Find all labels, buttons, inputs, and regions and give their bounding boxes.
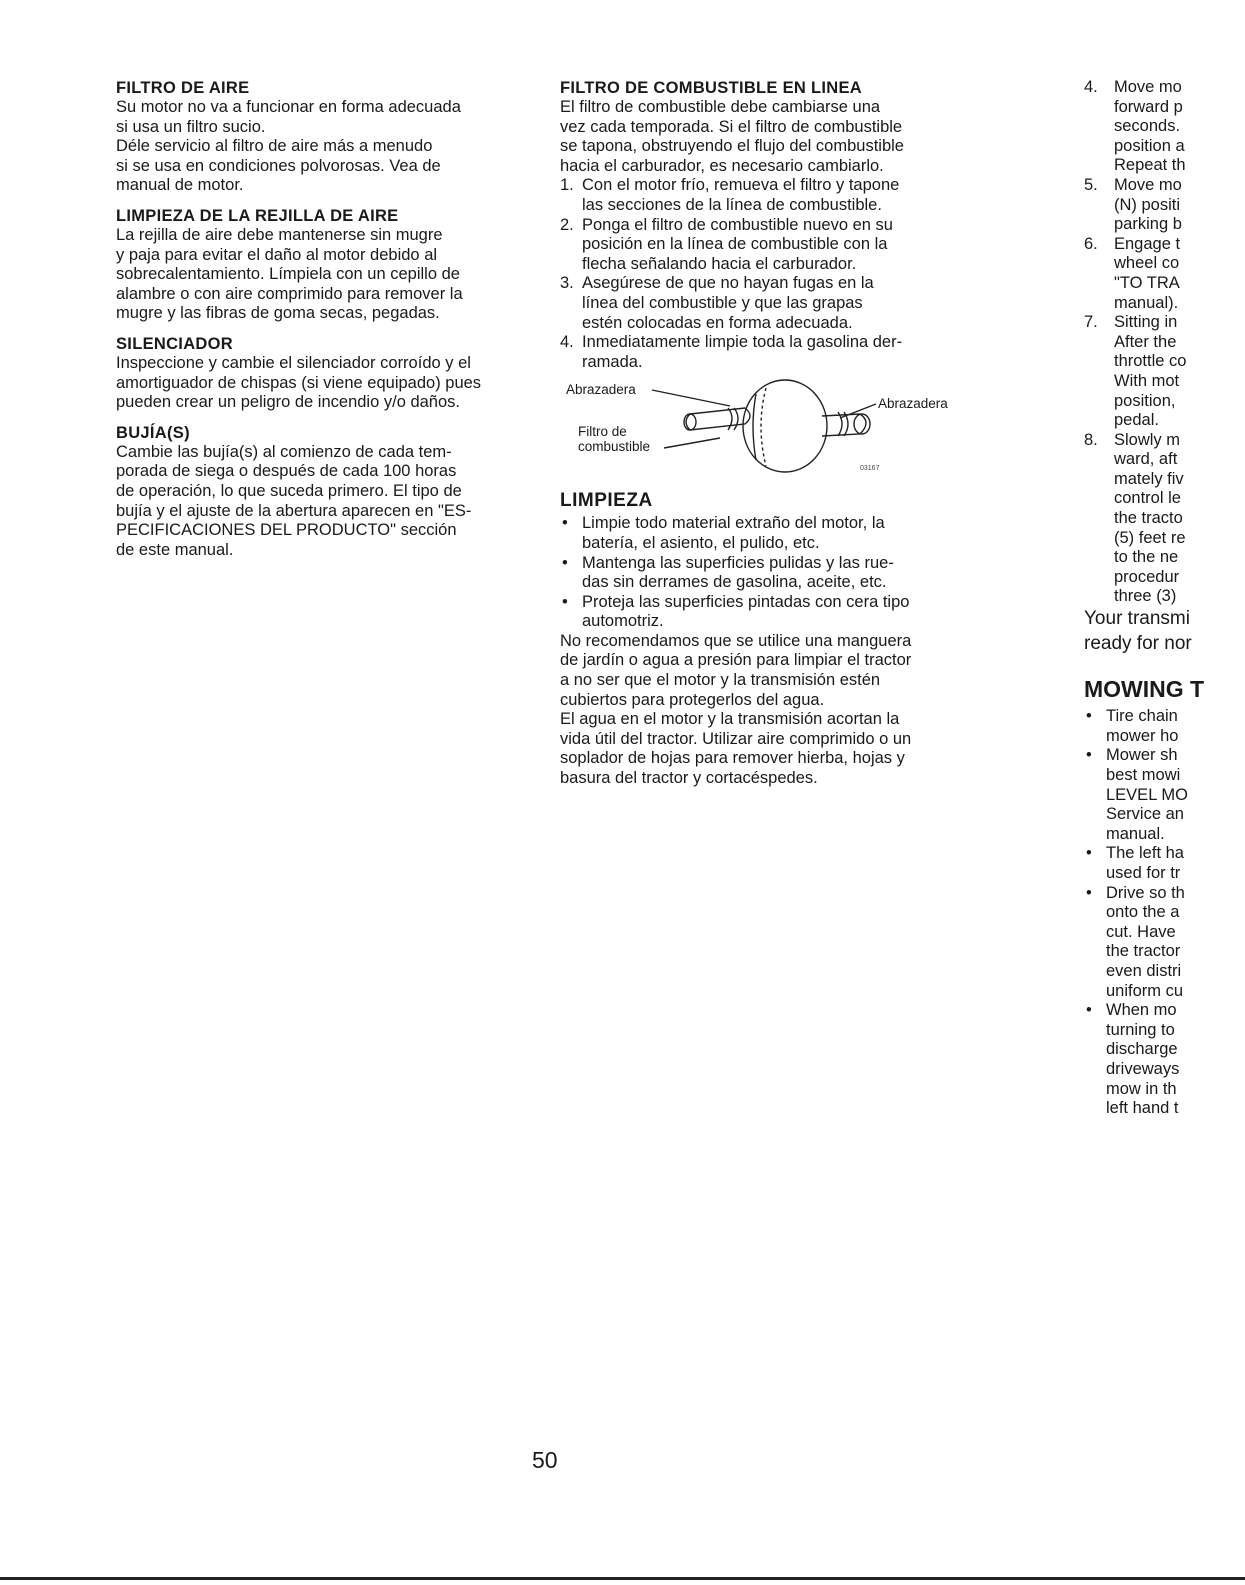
cleaning-bullets bbox=[560, 514, 990, 632]
fuel-filter-illustration bbox=[560, 378, 980, 478]
text-line: (5) feet re bbox=[1114, 528, 1186, 547]
list-item bbox=[560, 274, 990, 333]
text-line: Tire chain bbox=[1106, 707, 1178, 726]
text-line: batería, el asiento, el pulido, etc. bbox=[582, 533, 820, 552]
text-line: manual. bbox=[1106, 824, 1165, 843]
english-steps bbox=[1084, 78, 1245, 607]
section-heading: BUJÍA(S) bbox=[116, 423, 190, 442]
text-line: When mo bbox=[1106, 1001, 1177, 1020]
step-number: 3. bbox=[560, 274, 574, 293]
text-line: cubiertos para protegerlos del agua. bbox=[560, 690, 825, 709]
text-line: vez cada temporada. Si el filtro de combustible bbox=[560, 117, 903, 136]
text-line: Repeat th bbox=[1114, 156, 1186, 175]
text-line: Drive so th bbox=[1106, 883, 1185, 902]
text-line: Proteja las superficies pintadas con cera tipo bbox=[582, 592, 910, 611]
text-line: manual). bbox=[1114, 293, 1179, 312]
text-line: PECIFICACIONES DEL PRODUCTO" sección bbox=[116, 521, 457, 540]
text-line: si se usa en condiciones polvorosas. Vea de bbox=[116, 156, 441, 175]
text-line: a no ser que el motor y la transmisión estén bbox=[560, 671, 881, 690]
section-limpieza-rejilla bbox=[116, 206, 536, 324]
text-line: cut. Have bbox=[1106, 922, 1176, 941]
text-line: Con el motor frío, remueva el filtro y tapone bbox=[582, 176, 900, 195]
text-line: LEVEL MO bbox=[1106, 785, 1188, 804]
section-filtro-de-aire bbox=[116, 78, 536, 196]
text-line: Cambie las bujía(s) al comienzo de cada tem- bbox=[116, 442, 452, 461]
text-line: control le bbox=[1114, 489, 1181, 508]
text-line: "TO TRA bbox=[1114, 273, 1180, 292]
text-line: se tapona, obstruyendo el flujo del combustible bbox=[560, 137, 904, 156]
text-line: the tractor bbox=[1106, 942, 1181, 961]
list-item bbox=[560, 216, 990, 275]
text-line: ready for nor bbox=[1084, 632, 1192, 654]
text-line: best mowi bbox=[1106, 766, 1181, 784]
text-line: Inspeccione y cambie el silenciador corroído y el bbox=[116, 353, 471, 372]
step-number: 7. bbox=[1084, 313, 1098, 332]
text-line: Move mo bbox=[1114, 175, 1182, 194]
text-line: wheel co bbox=[1114, 254, 1180, 273]
list-item bbox=[1084, 707, 1245, 746]
text-line: si usa un filtro sucio. bbox=[116, 117, 266, 136]
text-line: vida útil del tractor. Utilizar aire comprimido o un bbox=[560, 729, 912, 748]
text-line: de operación, lo que suceda primero. El tipo de bbox=[116, 481, 462, 500]
text-line: even distri bbox=[1106, 961, 1182, 980]
section-heading: FILTRO DE COMBUSTIBLE EN LINEA bbox=[560, 79, 863, 97]
text-line: Your transmi bbox=[1084, 608, 1190, 630]
step-number: 2. bbox=[560, 215, 574, 234]
bullet: • bbox=[562, 592, 568, 611]
column-middle bbox=[560, 78, 990, 789]
text-line: Move mo bbox=[1114, 78, 1182, 96]
fuel-filter-diagram bbox=[560, 378, 980, 478]
text-line: bujía y el ajuste de la abertura aparecen en "ES- bbox=[116, 501, 472, 520]
bullet: • bbox=[1086, 883, 1092, 902]
text-line: Su motor no va a funcionar en forma adecuada bbox=[116, 98, 461, 116]
text-line: pedal. bbox=[1114, 411, 1159, 430]
text-line: ward, aft bbox=[1114, 450, 1178, 469]
text-line: used for tr bbox=[1106, 863, 1181, 882]
text-line: El filtro de combustible debe cambiarse una bbox=[560, 98, 881, 116]
bullet: • bbox=[1086, 1001, 1092, 1020]
list-item bbox=[1084, 746, 1245, 844]
bullet: • bbox=[1086, 844, 1092, 863]
text-line: turning to bbox=[1106, 1020, 1175, 1039]
section-heading: MOWING T bbox=[1084, 676, 1205, 703]
text-line: uniform cu bbox=[1106, 981, 1184, 1000]
text-line: Inmediatamente limpie toda la gasolina der- bbox=[582, 333, 903, 352]
label-clamp-right: Abrazadera bbox=[878, 396, 948, 412]
section-heading: FILTRO DE AIRE bbox=[116, 79, 250, 97]
text-line: Engage t bbox=[1114, 234, 1181, 253]
section-heading: LIMPIEZA DE LA REJILLA DE AIRE bbox=[116, 206, 399, 225]
bullet: • bbox=[562, 514, 568, 533]
text-line: Limpie todo material extraño del motor, la bbox=[582, 514, 885, 533]
text-line: the tracto bbox=[1114, 509, 1183, 528]
text-line: three (3) bbox=[1114, 587, 1177, 606]
fuel-filter-steps bbox=[560, 176, 990, 372]
step-number: 8. bbox=[1084, 430, 1098, 449]
list-item bbox=[1084, 176, 1245, 235]
text-line: mugre y las fibras de goma secas, pegadas. bbox=[116, 304, 440, 323]
step-number: 6. bbox=[1084, 234, 1098, 253]
text-line: Ponga el filtro de combustible nuevo en su bbox=[582, 215, 893, 234]
list-item bbox=[560, 176, 990, 215]
text-line: basura del tractor y cortacéspedes. bbox=[560, 769, 818, 788]
step-number: 4. bbox=[560, 333, 574, 352]
label-filter: combustible bbox=[578, 439, 651, 455]
text-line: manual de motor. bbox=[116, 176, 244, 195]
list-item bbox=[1084, 431, 1245, 607]
section-heading: LIMPIEZA bbox=[560, 490, 653, 512]
column-right-cropped bbox=[1084, 78, 1245, 1119]
list-item bbox=[560, 554, 990, 593]
text-line: to the ne bbox=[1114, 548, 1179, 567]
label-filter: Filtro de bbox=[578, 424, 627, 440]
text-line: Service an bbox=[1106, 805, 1184, 824]
text-line: mow in th bbox=[1106, 1079, 1177, 1098]
text-line: das sin derrames de gasolina, aceite, etc. bbox=[582, 573, 887, 592]
bullet: • bbox=[562, 553, 568, 572]
text-line: No recomendamos que se utilice una manguera bbox=[560, 631, 912, 650]
text-line: position, bbox=[1114, 391, 1176, 410]
text-line: mately fiv bbox=[1114, 469, 1184, 488]
text-line: y paja para evitar el daño al motor debido al bbox=[116, 245, 438, 264]
text-line: automotriz. bbox=[582, 612, 664, 631]
section-bujias bbox=[116, 423, 536, 561]
text-line: position a bbox=[1114, 136, 1185, 155]
text-line: alambre o con aire comprimido para remover la bbox=[116, 284, 463, 303]
text-line: hacia el carburador, es necesario cambiarlo. bbox=[560, 156, 884, 175]
list-item bbox=[1084, 884, 1245, 1002]
text-line: Sitting in bbox=[1114, 313, 1178, 332]
text-line: de este manual. bbox=[116, 540, 234, 559]
text-line: With mot bbox=[1114, 371, 1180, 390]
step-number: 1. bbox=[560, 176, 574, 195]
step-number: 4. bbox=[1084, 78, 1098, 96]
list-item bbox=[1084, 78, 1245, 176]
text-line: driveways bbox=[1106, 1059, 1180, 1078]
english-bullets bbox=[1084, 707, 1245, 1118]
text-line: línea del combustible y que las grapas bbox=[582, 293, 863, 312]
list-item bbox=[560, 593, 990, 632]
text-line: seconds. bbox=[1114, 117, 1181, 136]
text-line: porada de siega o después de cada 100 horas bbox=[116, 462, 457, 481]
text-line: Mantenga las superficies pulidas y las rue- bbox=[582, 553, 894, 572]
text-line: de jardín o agua a presión para limpiar el tractor bbox=[560, 651, 912, 670]
text-line: pueden crear un peligro de incendio y/o daños. bbox=[116, 393, 460, 412]
text-line: Déle servicio al filtro de aire más a menudo bbox=[116, 137, 433, 156]
text-line: forward p bbox=[1114, 97, 1183, 116]
text-line: procedur bbox=[1114, 567, 1180, 586]
label-clamp-left: Abrazadera bbox=[566, 382, 636, 398]
bullet: • bbox=[1086, 746, 1092, 765]
text-line: Slowly m bbox=[1114, 430, 1181, 449]
list-item bbox=[1084, 1001, 1245, 1119]
text-line: (N) positi bbox=[1114, 195, 1181, 214]
text-line: sobrecalentamiento. Límpiela con un cepillo de bbox=[116, 265, 460, 284]
list-item bbox=[1084, 235, 1245, 313]
bullet: • bbox=[1086, 707, 1092, 726]
text-line: onto the a bbox=[1106, 903, 1180, 922]
text-line: throttle co bbox=[1114, 352, 1187, 371]
text-line: soplador de hojas para remover hierba, hojas y bbox=[560, 749, 905, 768]
text-line: parking b bbox=[1114, 215, 1182, 234]
text-line: estén colocadas en forma adecuada. bbox=[582, 313, 853, 332]
text-line: amortiguador de chispas (si viene equipado) pues bbox=[116, 373, 482, 392]
column-left bbox=[116, 78, 536, 570]
text-line: ramada. bbox=[582, 352, 643, 371]
text-line: La rejilla de aire debe mantenerse sin mugre bbox=[116, 225, 443, 244]
text-line: las secciones de la línea de combustible. bbox=[582, 195, 882, 214]
list-item bbox=[560, 333, 990, 372]
text-line: flecha señalando hacia el carburador. bbox=[582, 254, 857, 273]
text-line: Asegúrese de que no hayan fugas en la bbox=[582, 274, 874, 293]
text-line: Mower sh bbox=[1106, 746, 1178, 765]
page-number: 50 bbox=[532, 1447, 558, 1473]
text-line: The left ha bbox=[1106, 844, 1184, 863]
list-item bbox=[1084, 844, 1245, 883]
text-line: After the bbox=[1114, 332, 1177, 351]
text-line: mower ho bbox=[1106, 726, 1179, 745]
text-line: posición en la línea de combustible con la bbox=[582, 235, 888, 254]
part-code: 03167 bbox=[860, 465, 880, 473]
section-silenciador bbox=[116, 334, 536, 413]
list-item bbox=[560, 514, 990, 553]
list-item bbox=[1084, 313, 1245, 431]
bottom-rule bbox=[0, 1577, 1245, 1580]
section-heading: SILENCIADOR bbox=[116, 334, 233, 353]
text-line: discharge bbox=[1106, 1040, 1178, 1059]
step-number: 5. bbox=[1084, 175, 1098, 194]
text-line: left hand t bbox=[1106, 1099, 1179, 1118]
text-line: El agua en el motor y la transmisión acortan la bbox=[560, 710, 900, 729]
